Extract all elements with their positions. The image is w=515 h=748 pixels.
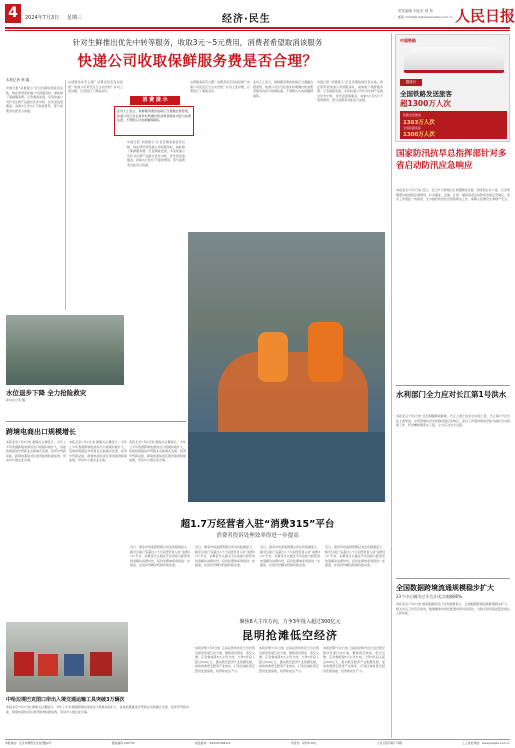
ad-train-image: [404, 47, 504, 73]
lead-kicker: 针对生鲜推出优先中转等服务，收取3元～5元费用，消费者希望取消该服务: [72, 38, 323, 47]
lead-byline: 本报记者 韩 鑫: [6, 78, 30, 82]
truck: [90, 652, 112, 676]
lead-intro-box: [114, 106, 194, 136]
rescue-boat: [218, 352, 368, 442]
lead-col-1: 中国日报“消费提示”栏目近期收到读者反映，称在使用某快递公司的服务时，被收取了保鲜服务费。记者调查发现，多家快递公司针对生鲜产品推出优先中转、优先派送等服务，收取3元至5元不等的费用，部分消费者对此表示质疑。: [6, 86, 63, 113]
masthead-rule: [5, 27, 510, 29]
ad-title-1: 全国铁路发送旅客: [400, 90, 452, 98]
right-bottom-subtitle: 23个中心城市过半合计试点规模80%: [396, 594, 462, 599]
rescue-col-2: 本报昆明7月2日电 云南省昆明市近日出台低空经济发展行动方案，聚焦低空物流、低空文旅、应急救援等8大主攻方向，力争3年投入超过300亿元，推动低空经济产业集聚发展，加快构建低空经济产业体系，打造区域性低空经济发展高地，培育新质生产力。: [259, 646, 319, 673]
rescue-photo: [188, 232, 385, 502]
rescue-title: 昆明抢滩低空经济: [242, 629, 338, 642]
footer-address: 本报地址：北京市朝阳区金台西路2号: [5, 741, 52, 745]
right-mid-title: 水利部门全力应对长江第1号洪水: [396, 390, 507, 399]
section-rule: [6, 421, 186, 422]
right-mid-body: 本报北京7月2日电 受近期强降雨影响，长江上游干流水位持续上涨，长江第1号洪水在上游形成。水利部维持洪水防御四级应急响应，派出工作组协助指导地方做好洪水防御工作，科学精细调度水工程，全力应对洪水过程。: [396, 414, 510, 428]
rescue-kicker: 聚焦8大主攻方向，力争3年投入超过300亿元: [239, 619, 341, 625]
editor-line: 责任编辑 刘亚京 林 郑: [398, 9, 433, 13]
page-number-box: 4: [5, 4, 21, 23]
photo1-credit: 新华社记者 摄: [6, 398, 25, 402]
left-mid-title: 跨境电商出口规模增长: [6, 428, 76, 436]
feature-title: 超1.7万经营者入驻“消费315”平台: [180, 519, 335, 530]
left-mid-body: 本报北京7月2日电 据海关总署统计，今年上半年我国跨境电商进出口规模持续扩大，各地积极推进外贸新业态新模式发展，培育外贸新动能，跨境电商综试区建设取得积极成效，带动中小微企业出海。: [6, 440, 66, 463]
footer-phone: 电话查询：(010)65368114: [194, 741, 231, 745]
feature-col-2: 近日，国家市场监督管理总局发布数据显示，截至目前已有超过1.7万家经营者入驻“消费315”平台，消费者可以通过平台直接与经营者协商解决消费纠纷，投诉处理效率得到进一步提高，在线纠纷解决机制持续完善。: [195, 545, 255, 568]
photo1-caption: 水位退步下降 全力抢险救灾: [6, 389, 87, 397]
truck: [14, 652, 34, 676]
lead-intro: 业内人士表示，保鲜服务费的收取应当遵循自愿原则，快递公司应当在寄件时明确告知消费者服务内容与收费标准，不得默认勾选或捆绑销售。: [117, 109, 191, 123]
section-rule: [396, 385, 510, 386]
rescuer-figure: [308, 322, 343, 382]
ad-top-line: 中国铁路: [400, 38, 416, 43]
lead-col-4: 这项服务是否合理？消费者是否有权拒绝？快递公司是否应当主动告知？针对上述问题，记者进行了调查采访。: [190, 80, 250, 94]
rescue-col-3: 本报昆明7月2日电 云南省昆明市近日出台低空经济发展行动方案，聚焦低空物流、低空文旅、应急救援等8大主攻方向，力争3年投入超过300亿元，推动低空经济产业集聚发展，加快构建低空经济产业体系，打造区域性低空经济发展高地，培育新质生产力。: [323, 646, 385, 673]
section-title: 经济·民生: [222, 14, 271, 25]
trucks-photo: [6, 622, 128, 692]
footer: [5, 741, 510, 747]
trucks-caption: 中哈边境巴克图口岸出入境交通运输工具突破3万辆次: [6, 697, 125, 703]
left-mid-body-2: 本报北京7月2日电 据海关总署统计，今年上半年我国跨境电商进出口规模持续扩大，各地积极推进外贸新业态新模式发展，培育外贸新动能，跨境电商综试区建设取得积极成效，带动中小微企业出海。: [69, 440, 127, 463]
ad-stats: [400, 111, 507, 139]
truck: [38, 654, 58, 676]
lead-col-3: 中国日报“消费提示”栏目近期收到读者反映，称在使用某快递公司的服务时，被收取了保鲜服务费。记者调查发现，多家快递公司针对生鲜产品推出优先中转、优先派送等服务，收取3元至5元不等的费用，部分消费者对此表示质疑。: [127, 140, 185, 167]
footer-postcode: 邮政编码 100733: [111, 741, 135, 745]
issue-weekday: 星期三: [67, 15, 83, 21]
truck: [64, 654, 84, 676]
ad-badge: 据统计: [400, 79, 422, 86]
feature-col-3: 近日，国家市场监督管理总局发布数据显示，截至目前已有超过1.7万家经营者入驻“消费315”平台，消费者可以通过平台直接与经营者协商解决消费纠纷，投诉处理效率得到进一步提高，在线纠纷解决机制持续完善。: [260, 545, 320, 568]
lead-col-6: 中国日报“消费提示”栏目近期收到读者反映，称在使用某快递公司的服务时，被收取了保鲜服务费。记者调查发现，多家快递公司针对生鲜产品推出优先中转、优先派送等服务，收取3元至5元不等的费用，部分消费者对此表示质疑。: [317, 80, 383, 103]
right-top-title: 国家防汛抗旱总指挥部针对多省启动防汛应急响应: [396, 149, 507, 171]
column-divider: [65, 80, 66, 310]
lead-col-2: 这项服务是否合理？消费者是否有权拒绝？快递公司是否应当主动告知？针对上述问题，记者进行了调查采访。: [68, 80, 123, 94]
ad-stat1-label: 铁路发送旅客: [403, 113, 422, 117]
footer-site: 工人报社网址：www.people.com.cn: [462, 741, 510, 745]
lead-headline: 快递公司收取保鲜服务费是否合理？: [77, 54, 318, 70]
rescue-col-1: 本报昆明7月2日电 云南省昆明市近日出台低空经济发展行动方案，聚焦低空物流、低空文旅、应急救援等8大主攻方向，力争3年投入超过300亿元，推动低空经济产业集聚发展，加快构建低空经济产业体系，打造区域性低空经济发展高地，培育新质生产力。: [195, 646, 255, 673]
editor-email: 邮箱 rmrbjjshzx@peopledaily.com.cn: [398, 15, 453, 19]
railway-ad: [395, 34, 510, 142]
trucks-body: 本报北京7月2日电 据海关总署统计，今年上半年我国跨境电商进出口规模持续扩大，各地积极推进外贸新业态新模式发展，培育外贸新动能，跨境电商综试区建设取得积极成效，带动中小微企业出海。: [6, 705, 189, 714]
ad-stat2-label: 全国铁路客流: [403, 126, 422, 130]
lead-banner-tag: 消 费 提 示: [130, 96, 180, 105]
right-top-body: 本报北京7月2日电 近日，长江中下游地区出现强降雨过程，国家防总办公室、应急管理部持续加强会商研判，针对湖北、安徽、江西、湖南等省启动防汛四级应急响应，派出工作组赴一线指导，全力做好防汛抗洪抢险救灾工作，保障人民群众生命财产安全。: [396, 188, 510, 202]
footer-license: 人民日报印刷厂印刷: [376, 741, 403, 745]
ad-stat1-value: 1363万人次: [403, 120, 435, 126]
section-rule: [396, 578, 510, 579]
ad-title-2: 超1300万人次: [400, 99, 451, 108]
flood-water: [188, 432, 385, 502]
rescuer-figure: [258, 332, 288, 382]
feature-col-1: 近日，国家市场监督管理总局发布数据显示，截至目前已有超过1.7万家经营者入驻“消费315”平台，消费者可以通过平台直接与经营者协商解决消费纠纷，投诉处理效率得到进一步提高，在线纠纷解决机制持续完善。: [130, 545, 190, 568]
issue-date: 2024年7月3日: [25, 15, 60, 21]
right-column-divider: [391, 33, 392, 738]
left-mid-body-3: 本报北京7月2日电 据海关总署统计，今年上半年我国跨境电商进出口规模持续扩大，各地积极推进外贸新业态新模式发展，培育外贸新动能，跨境电商综试区建设取得积极成效，带动中小微企业出海。: [129, 440, 186, 463]
masthead: [0, 0, 515, 32]
feature-subtitle: 消费者投诉处理效率得进一步提高: [216, 533, 299, 539]
lead-col-5: 业内人士表示，保鲜服务费的收取应当遵循自愿原则，快递公司应当在寄件时明确告知消费者服务内容与收费标准，不得默认勾选或捆绑销售。: [253, 80, 313, 98]
newspaper-logo: 人民日报: [455, 7, 515, 25]
right-bottom-title: 全国数据跨境流通规模稳步扩大: [396, 584, 494, 592]
footer-price: 零售价：每份1.50元: [290, 741, 317, 745]
feature-col-4: 近日，国家市场监督管理总局发布数据显示，截至目前已有超过1.7万家经营者入驻“消费315”平台，消费者可以通过平台直接与经营者协商解决消费纠纷，投诉处理效率得到进一步提高，在线纠纷解决机制持续完善。: [325, 545, 385, 568]
masthead-rule-thin: [5, 30, 510, 31]
flood-photo-1: [6, 315, 124, 385]
ad-stat2-value: 1300万人次: [403, 132, 435, 138]
right-bottom-body: 本报北京7月2日电 国家数据局近日发布数据显示，全国数据跨境流通规模稳步扩大，相关试点工作有序推进，数据要素市场化配置改革持续深化，为数字经济高质量发展注入新动能。: [396, 602, 510, 616]
footer-rule: [5, 739, 510, 740]
